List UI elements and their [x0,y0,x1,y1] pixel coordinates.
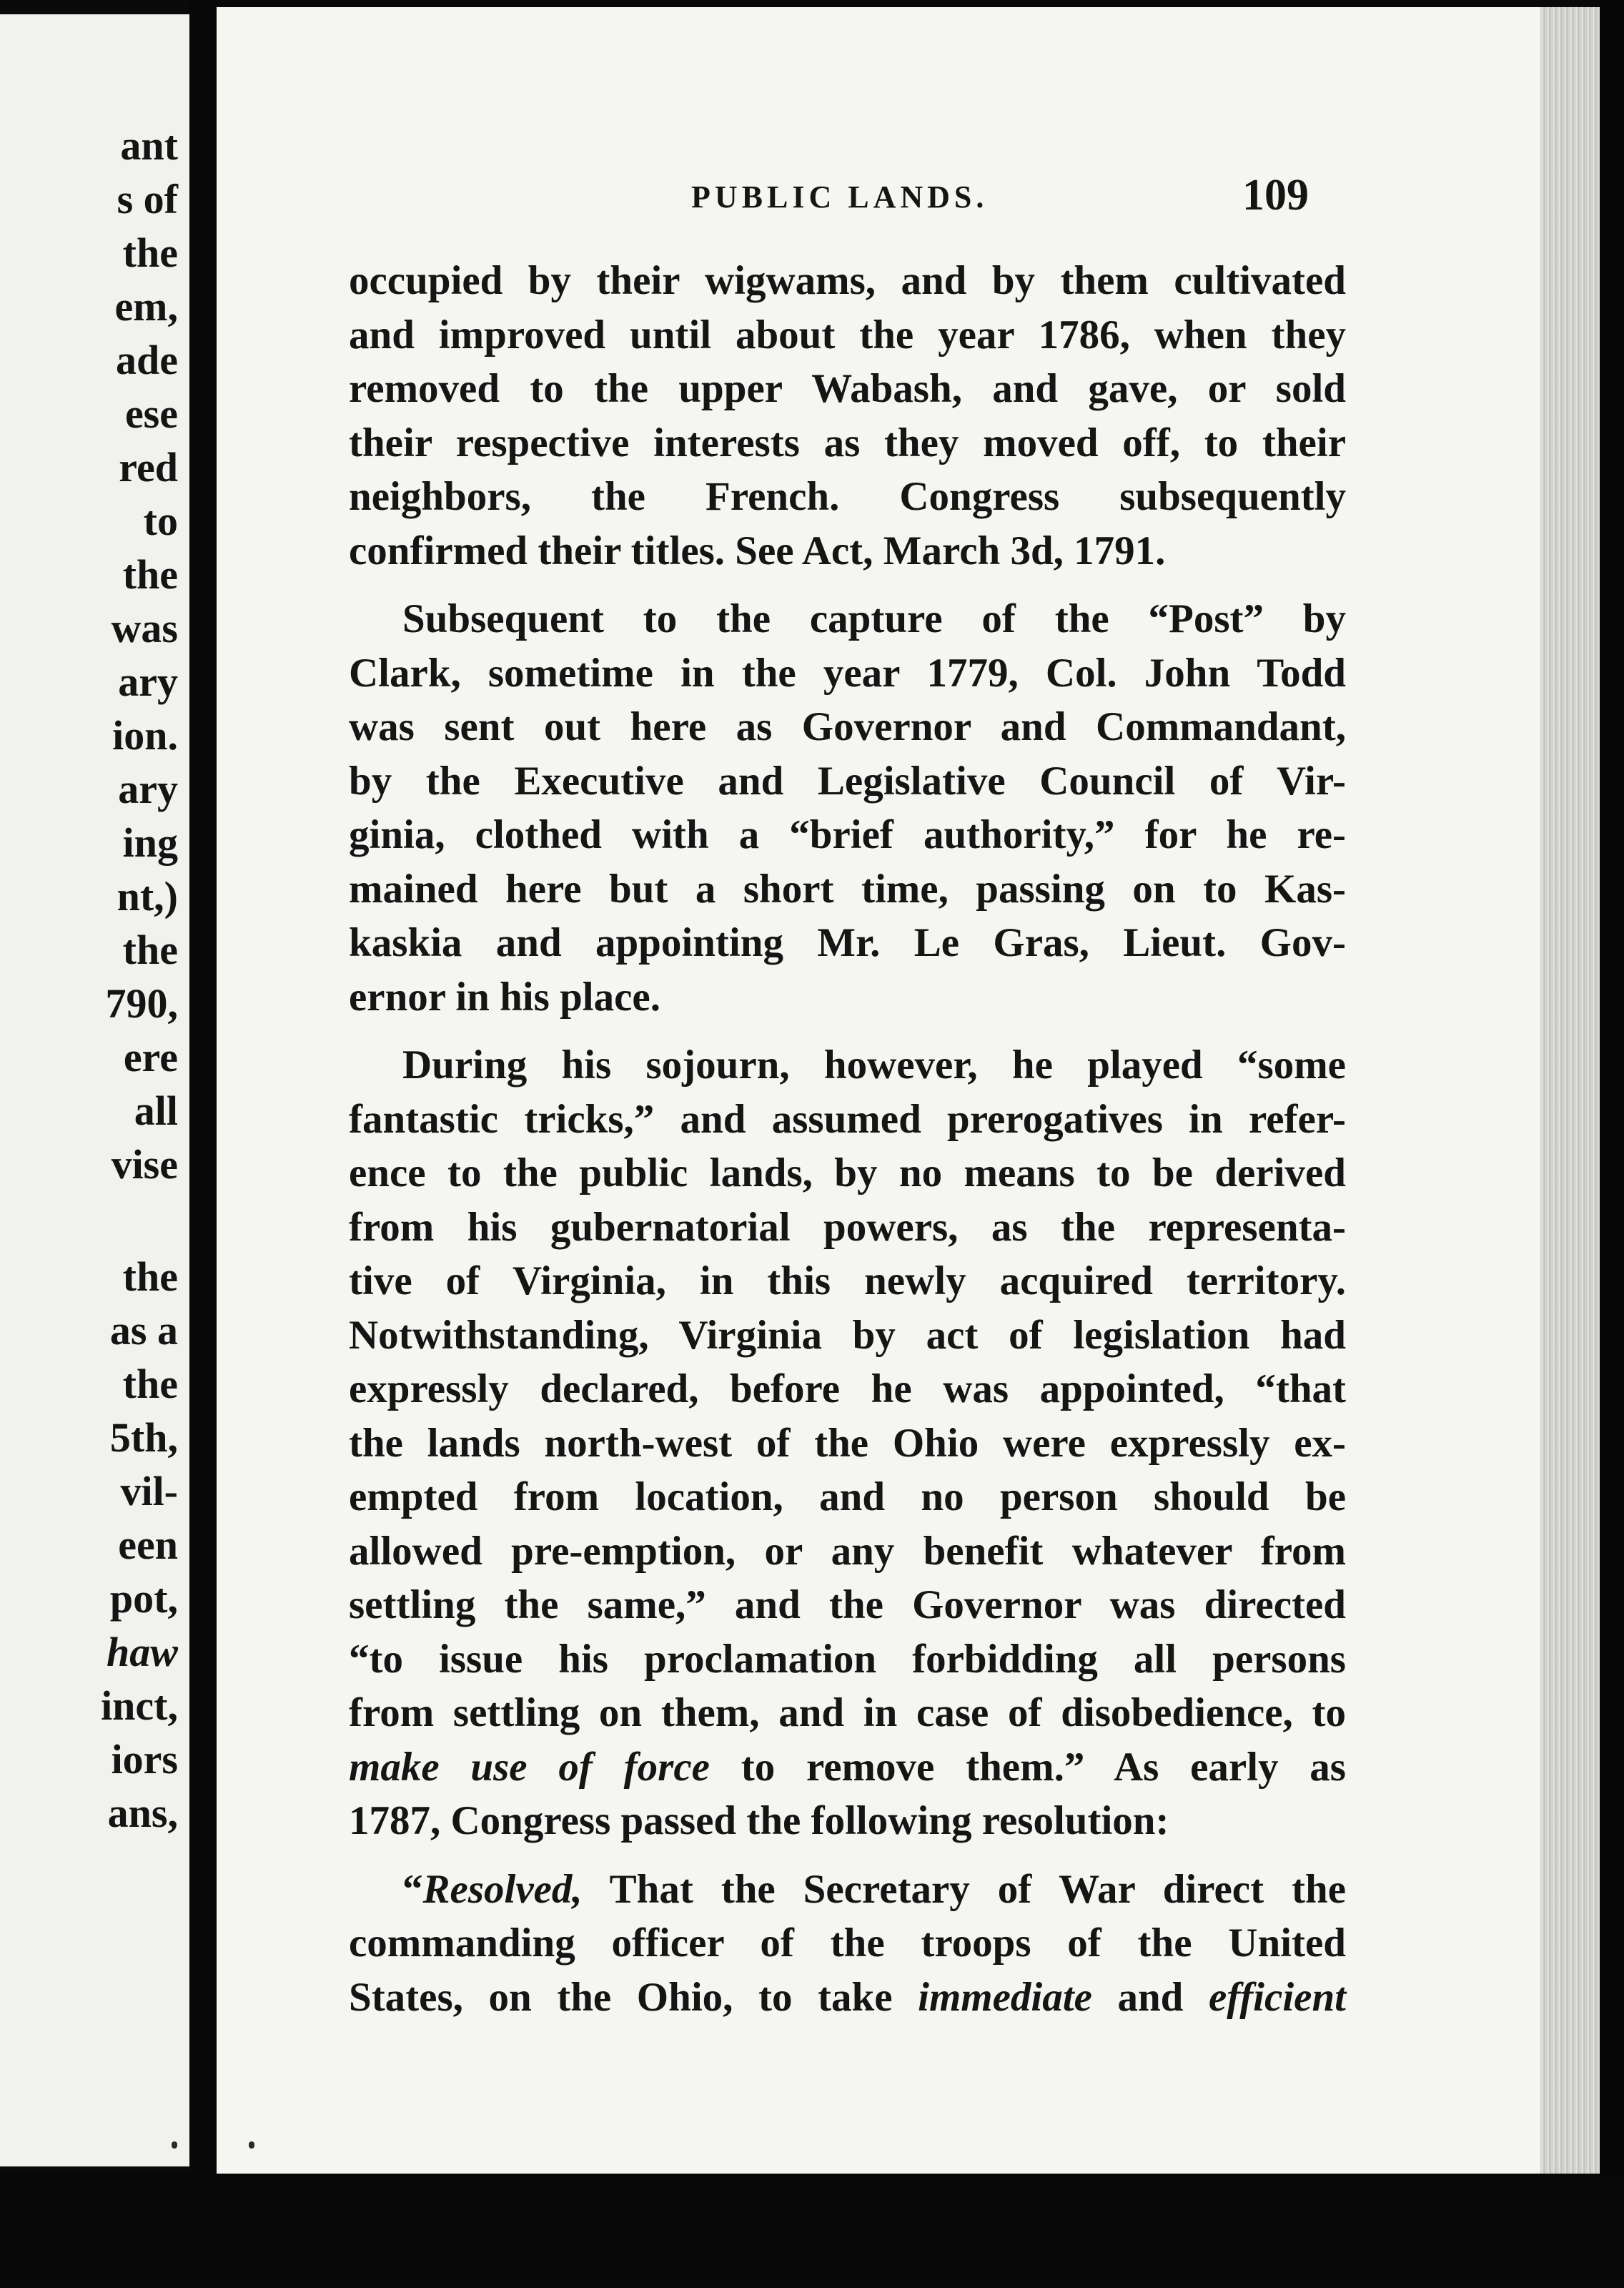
text-line [349,1740,1346,1795]
left-page-word: s of [117,176,178,222]
left-page-word: inct, [101,1682,178,1729]
text-line: confirmed their titles. See Act, March 3d, 1791. [349,528,1166,573]
left-page-word: vil- [120,1468,178,1514]
ink-speck [172,2141,177,2149]
text-line: ginia, clothed with a “brief authority,” for he re- [349,812,1346,857]
text-line: from settling on them, and in case of disobedience, to [349,1690,1346,1735]
book-gutter [189,0,217,2288]
left-page-word: een [118,1522,178,1568]
paragraph [349,1038,1346,1848]
page-header [217,170,1544,227]
left-page-word: the [122,1361,178,1407]
left-page-word: as a [109,1307,178,1353]
text-line: fantastic tricks,” and assumed prerogatives in refer- [349,1096,1346,1142]
left-page-word: red [119,444,178,490]
text-run: States, on the Ohio, to take [349,1974,919,2020]
text-line: allowed pre-emption, or any benefit whatever from [349,1528,1346,1574]
text-line: was sent out here as Governor and Commandant, [349,704,1346,749]
ink-speck [249,2141,254,2149]
text-line: tive of Virginia, in this newly acquired territory. [349,1258,1346,1303]
left-page-word: 790, [105,980,178,1027]
paragraph [349,592,1346,1024]
scan-background [0,2174,1624,2288]
left-page-word: haw [107,1629,178,1675]
italic-phrase: make use of force [349,1744,710,1790]
left-page-word: ans, [107,1790,178,1836]
left-page-word: nt,) [117,873,178,919]
left-page-word: was [111,605,178,651]
text-line: ence to the public lands, by no means to be derived [349,1150,1346,1195]
paragraph [349,254,1346,578]
left-page-word: all [134,1088,178,1134]
text-line: occupied by their wigwams, and by them cultivated [349,258,1346,303]
left-page-word: ary [118,659,178,705]
text-line: neighbors, the French. Congress subsequently [349,474,1346,519]
left-page-word: ing [122,819,178,866]
text-run: and [1091,1974,1209,2020]
left-page-fragment [0,14,189,2166]
left-page-word: em, [114,283,178,330]
text-line: commanding officer of the troops of the United [349,1920,1346,1966]
text-run: to remove them.” As early as [709,1744,1346,1790]
left-page-word: ant [120,122,178,169]
left-page-word: to [143,498,178,544]
page-edge [1540,7,1601,2174]
left-page-word: 5th, [109,1414,178,1461]
text-line: “to issue his proclamation forbidding all persons [349,1636,1346,1682]
left-page-word: the [122,230,178,276]
page-edge-shadow [1600,0,1624,2288]
left-page-word: pot, [109,1575,178,1622]
text-line: Clark, sometime in the year 1779, Col. John Todd [349,650,1346,696]
text-line: empted from location, and no person should be [349,1474,1346,1519]
text-line [349,1971,1346,2025]
text-line: and improved until about the year 1786, when they [349,312,1346,358]
running-head: PUBLIC LANDS. [691,179,989,214]
text-line: removed to the upper Wabash, and gave, or sold [349,366,1346,411]
text-line: kaskia and appointing Mr. Le Gras, Lieut. Gov- [349,920,1346,965]
paragraph [349,1863,1346,2025]
book-page [217,7,1544,2174]
text-line: ernor in his place. [349,974,660,1020]
text-line: expressly declared, before he was appointed, “that [349,1366,1346,1411]
text-run: That the Secretary of War direct the [582,1866,1346,1912]
text-line: their respective interests as they moved off, to their [349,420,1346,465]
text-line [349,1863,1346,1917]
left-page-word: vise [111,1141,178,1188]
text-line: 1787, Congress passed the following resolution: [349,1798,1169,1843]
left-page-word: ion. [112,712,178,759]
open-quote: “ [402,1866,423,1912]
italic-phrase: immediate [918,1974,1092,2020]
left-page-word: ary [118,766,178,812]
text-line: by the Executive and Legislative Council of Vir- [349,758,1346,804]
left-page-word: iors [111,1736,178,1782]
left-page-word: the [122,927,178,973]
text-line: mained here but a short time, passing on to Kas- [349,866,1346,912]
text-line: Subsequent to the capture of the “Post” by [402,596,1346,641]
left-page-word: the [122,551,178,598]
page-number: 109 [1242,171,1309,220]
text-line: settling the same,” and the Governor was directed [349,1582,1346,1627]
body-text [349,254,1346,2024]
italic-phrase: efficient [1208,1974,1346,2020]
text-line: During his sojourn, however, he played “some [402,1042,1346,1088]
left-page-word: the [122,1253,178,1300]
text-line: Notwithstanding, Virginia by act of legislation had [349,1312,1346,1358]
left-page-word: ade [116,337,178,383]
italic-phrase: Resolved, [422,1866,583,1912]
text-line: from his gubernatorial powers, as the representa- [349,1204,1346,1250]
text-line: the lands north-west of the Ohio were expressly ex- [349,1420,1346,1466]
left-page-word: ere [123,1034,178,1080]
left-page-word: ese [124,390,178,437]
